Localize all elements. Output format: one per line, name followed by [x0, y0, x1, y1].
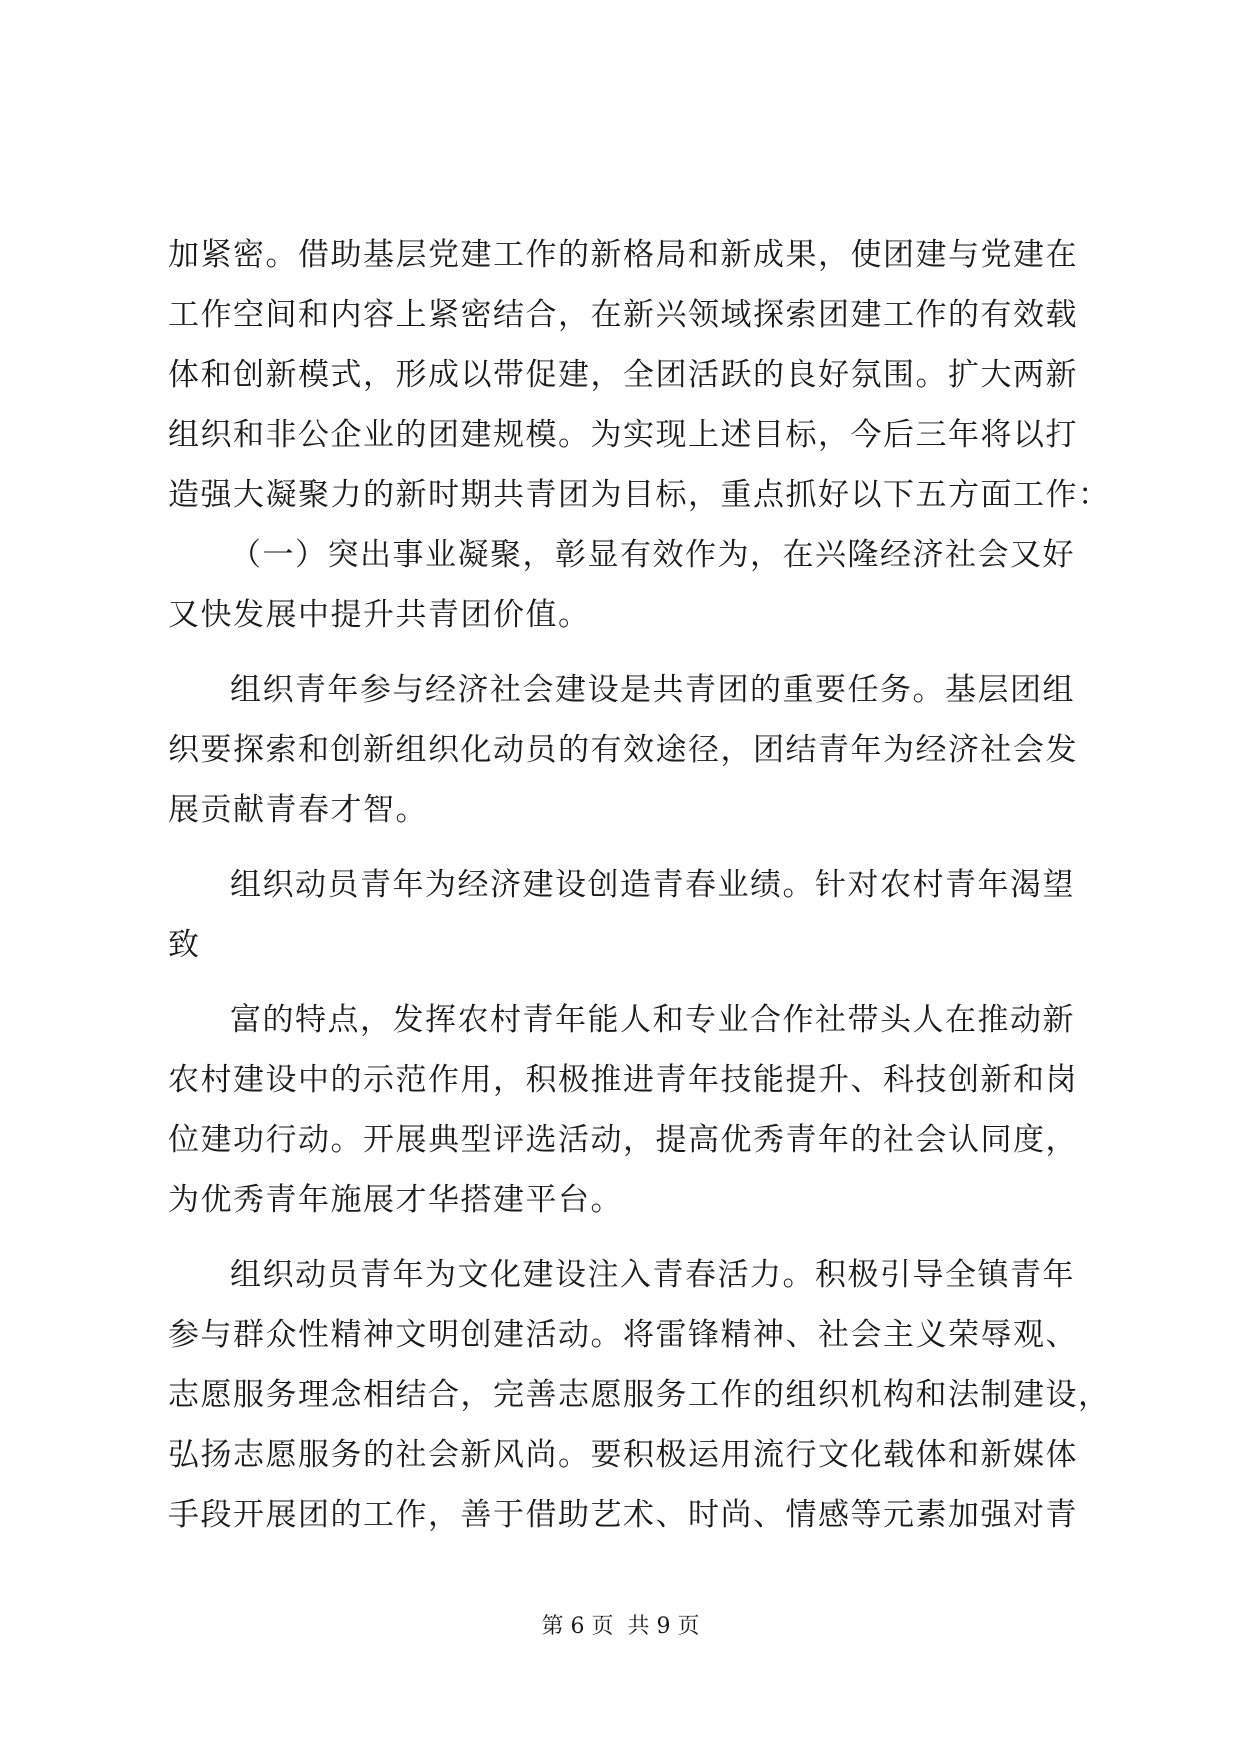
body-line: 手段开展团的工作，善于借助艺术、时尚、情感等元素加强对青 [168, 1497, 1078, 1533]
body-line: 织要探索和创新组织化动员的有效途径，团结青年为经济社会发 [168, 732, 1078, 768]
body-line: 加紧密。借助基层党建工作的新格局和新成果，使团建与党建在 [168, 237, 1078, 273]
body-line: 展贡献青春才智。 [168, 792, 428, 828]
body-line: 造强大凝聚力的新时期共青团为目标，重点抓好以下五方面工作： [168, 477, 1111, 513]
page-footer [0, 1612, 1241, 1642]
paragraph-first-line: 组织动员青年为文化建设注入青春活力。积极引导全镇青年 [230, 1257, 1075, 1293]
body-line: 为优秀青年施展才华搭建平台。 [168, 1182, 623, 1218]
page-number: 第 6 页 共 9 页 [541, 1614, 700, 1639]
body-line: 工作空间和内容上紧密结合，在新兴领域探索团建工作的有效载 [168, 297, 1078, 333]
body-line: 农村建设中的示范作用，积极推进青年技能提升、科技创新和岗 [168, 1062, 1078, 1098]
section-heading-line: （一）突出事业凝聚，彰显有效作为，在兴隆经济社会又好 [230, 537, 1075, 573]
paragraph-first-line: 富的特点，发挥农村青年能人和专业合作社带头人在推动新 [230, 1002, 1075, 1038]
body-line: 体和创新模式，形成以带促建，全团活跃的良好氛围。扩大两新 [168, 357, 1078, 393]
body-line: 致 [168, 927, 201, 963]
body-line: 组织和非公企业的团建规模。为实现上述目标，今后三年将以打 [168, 417, 1078, 453]
body-line: 弘扬志愿服务的社会新风尚。要积极运用流行文化载体和新媒体 [168, 1437, 1078, 1473]
body-line: 参与群众性精神文明创建活动。将雷锋精神、社会主义荣辱观、 [168, 1317, 1078, 1353]
section-heading-line: 又快发展中提升共青团价值。 [168, 597, 591, 633]
body-line: 志愿服务理念相结合，完善志愿服务工作的组织机构和法制建设， [168, 1377, 1111, 1413]
paragraph-first-line: 组织青年参与经济社会建设是共青团的重要任务。基层团组 [230, 672, 1075, 708]
body-line: 位建功行动。开展典型评选活动，提高优秀青年的社会认同度， [168, 1122, 1078, 1158]
paragraph-first-line: 组织动员青年为经济建设创造青春业绩。针对农村青年渴望 [230, 867, 1075, 903]
